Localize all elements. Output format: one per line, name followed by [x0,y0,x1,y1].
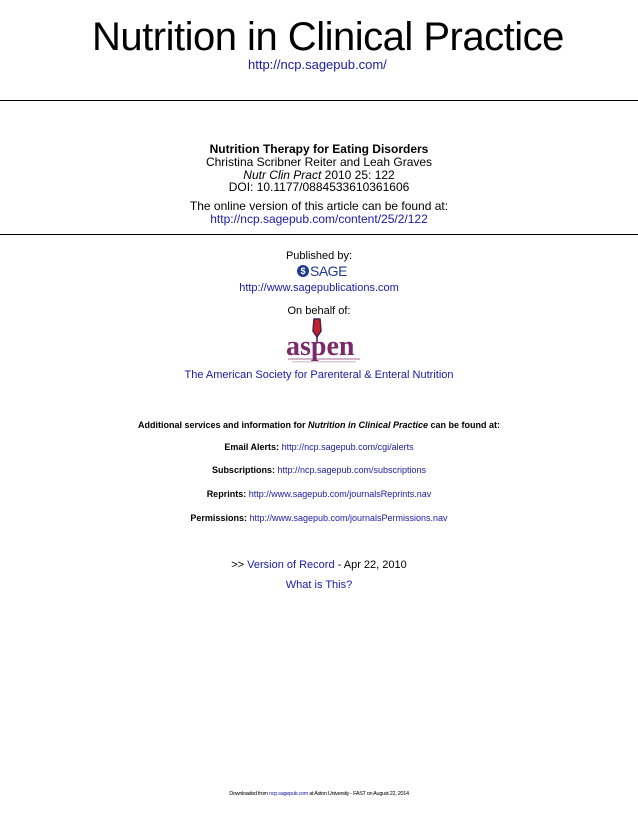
sage-logo [297,264,347,280]
publisher-url-row [0,282,638,295]
citation-journal: Nutr Clin Pract [243,168,322,182]
footer-link[interactable]: ncp.sagepub.com [269,791,308,797]
online-version-row [0,212,638,226]
service-row-permissions [0,512,638,524]
online-version-text: The online version of this article can be found at: [189,199,449,213]
service-row-email-alerts [0,441,638,453]
version-prefix: >> [231,559,248,571]
service-label: Reprints: [206,489,247,499]
article-divider [0,234,638,235]
version-date: - Apr 22, 2010 [334,559,407,571]
article-doi: DOI: 10.1177/0884533610361606 [228,180,410,194]
what-is-this-row [0,579,638,592]
sage-logo-text: SAGE [310,263,347,279]
journal-url-link[interactable]: http://ncp.sagepub.com/ [248,57,387,72]
aspen-logo [284,317,364,365]
on-behalf-of-label: On behalf of: [287,305,351,317]
header-divider [0,100,638,101]
version-of-record-link[interactable]: Version of Record [247,559,335,571]
article-title: Nutrition Therapy for Eating Disorders [209,142,429,156]
services-intro-suffix: can be found at: [428,420,501,430]
footer-suffix: at Aston University - FAST on August 22, 2014 [308,791,409,797]
society-link[interactable]: The American Society for Parenteral & Enteral Nutrition [184,369,454,381]
subscriptions-link[interactable]: http://ncp.sagepub.com/subscriptions [277,465,427,475]
service-label: Permissions: [190,513,247,523]
services-intro-prefix: Additional services and information for [137,420,308,430]
citation-volume: 2010 25: 122 [321,168,395,182]
service-row-subscriptions [0,464,638,476]
online-version-link[interactable]: http://ncp.sagepub.com/content/25/2/122 [210,212,428,226]
permissions-link[interactable]: http://www.sagepub.com/journalsPermissions.nav [249,513,448,523]
society-row [0,369,638,382]
aspen-logo-icon [284,317,364,365]
email-alerts-link[interactable]: http://ncp.sagepub.com/cgi/alerts [281,442,414,452]
sage-logo-icon: $ [297,265,309,277]
download-footer [0,790,638,798]
aspen-logo-text: aspen [286,331,355,362]
services-intro [0,419,638,431]
service-row-reprints [0,488,638,500]
publisher-url-link[interactable]: http://www.sagepublications.com [239,282,399,294]
service-label: Email Alerts: [224,442,280,452]
service-label: Subscriptions: [211,465,275,475]
version-of-record-row [0,559,638,572]
article-authors: Christina Scribner Reiter and Leah Graves [205,155,433,169]
what-is-this-link[interactable]: What is This? [285,579,353,591]
published-by-label: Published by: [285,250,353,262]
footer-prefix: Downloaded from [229,791,270,797]
journal-title: Nutrition in Clinical Practice [92,15,564,59]
services-intro-journal: Nutrition in Clinical Practice [308,420,429,430]
reprints-link[interactable]: http://www.sagepub.com/journalsReprints.nav [248,489,432,499]
